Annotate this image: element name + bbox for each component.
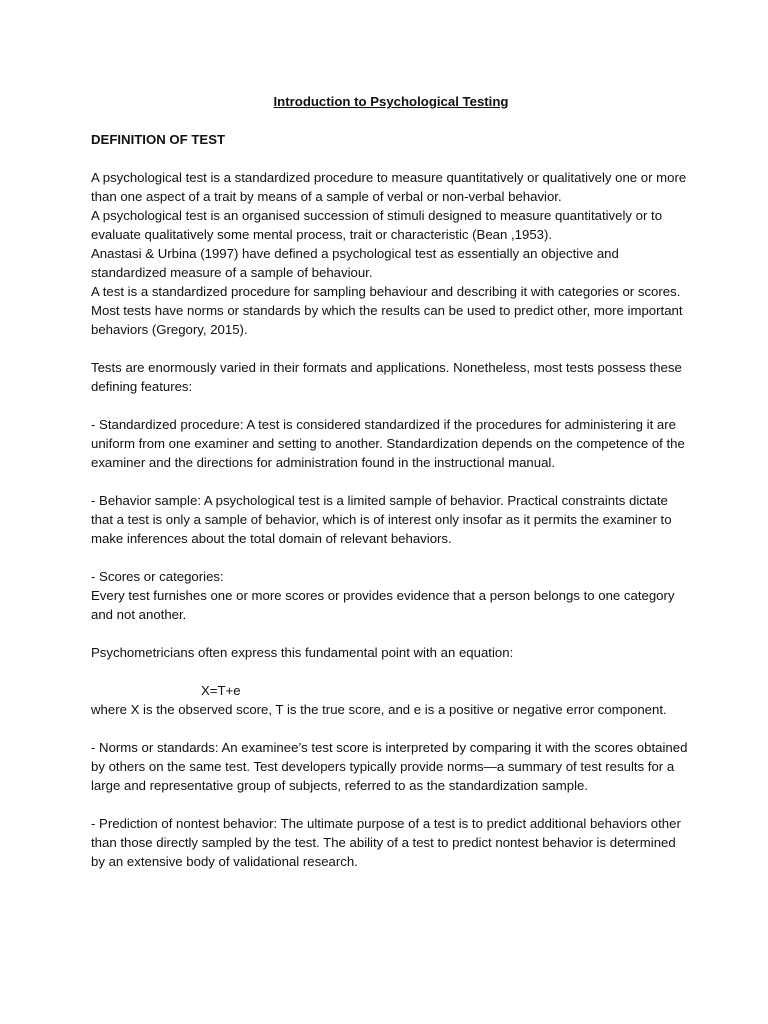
paragraph-spacer [91,624,691,643]
equation-explanation: where X is the observed score, T is the true score, and e is a positive or negative error component. [91,702,667,717]
paragraph-spacer [91,719,691,738]
paragraph-spacer [91,396,691,415]
paragraph-spacer [91,339,691,358]
features-intro-paragraph: Tests are enormously varied in their formats and applications. Nonetheless, most tests possess these defining features: [91,360,682,394]
behavior-sample-paragraph: - Behavior sample: A psychological test is a limited sample of behavior. Practical constraints dictate that a test is only a sample of behavior, which is of interest only insofar as it permits the examiner to make inferences about the total domain of relevant behaviors. [91,493,672,546]
document-body [91,92,691,871]
psychometricians-paragraph: Psychometricians often express this fundamental point with an equation: [91,645,514,660]
standardized-procedure-paragraph: - Standardized procedure: A test is considered standardized if the procedures for administering it are uniform from one examiner and setting to another. Standardization depends on the competence of the examiner and the directions for administration found in the instructional manual. [91,417,685,470]
definition-paragraph: A test is a standardized procedure for sampling behaviour and describing it with categories or scores. Most tests have norms or standards by which the results can be used to predict other, more important behaviors (Gregory, 2015). [91,284,683,337]
section-heading: DEFINITION OF TEST [91,132,226,147]
definition-paragraph: Anastasi & Urbina (1997) have defined a psychological test as essentially an objective and standardized measure of a sample of behaviour. [91,246,619,280]
paragraph-spacer [91,662,691,681]
definition-paragraph: A psychological test is an organised succession of stimuli designed to measure quantitatively or to evaluate qualitatively some mental process, trait or characteristic (Bean ,1953). [91,208,663,242]
scores-heading: - Scores or categories: [91,569,224,584]
paragraph-spacer [91,795,691,814]
document-title: Introduction to Psychological Testing [273,94,509,109]
equation: X=T+e [201,683,241,698]
norms-paragraph: - Norms or standards: An examinee’s test score is interpreted by comparing it with the scores obtained by others on the same test. Test developers typically provide norms—a summary of test results for a large and representative group of subjects, referred to as the standardization sample. [91,740,688,793]
paragraph-spacer [91,548,691,567]
scores-paragraph: Every test furnishes one or more scores or provides evidence that a person belongs to one category and not another. [91,588,675,622]
definition-paragraph: A psychological test is a standardized procedure to measure quantitatively or qualitatively one or more than one aspect of a trait by means of a sample of verbal or non-verbal behavior. [91,170,687,204]
paragraph-spacer [91,472,691,491]
prediction-paragraph: - Prediction of nontest behavior: The ultimate purpose of a test is to predict additional behaviors other than those directly sampled by the test. The ability of a test to predict nontest behavior is determined by an extensive body of validational research. [91,816,681,869]
